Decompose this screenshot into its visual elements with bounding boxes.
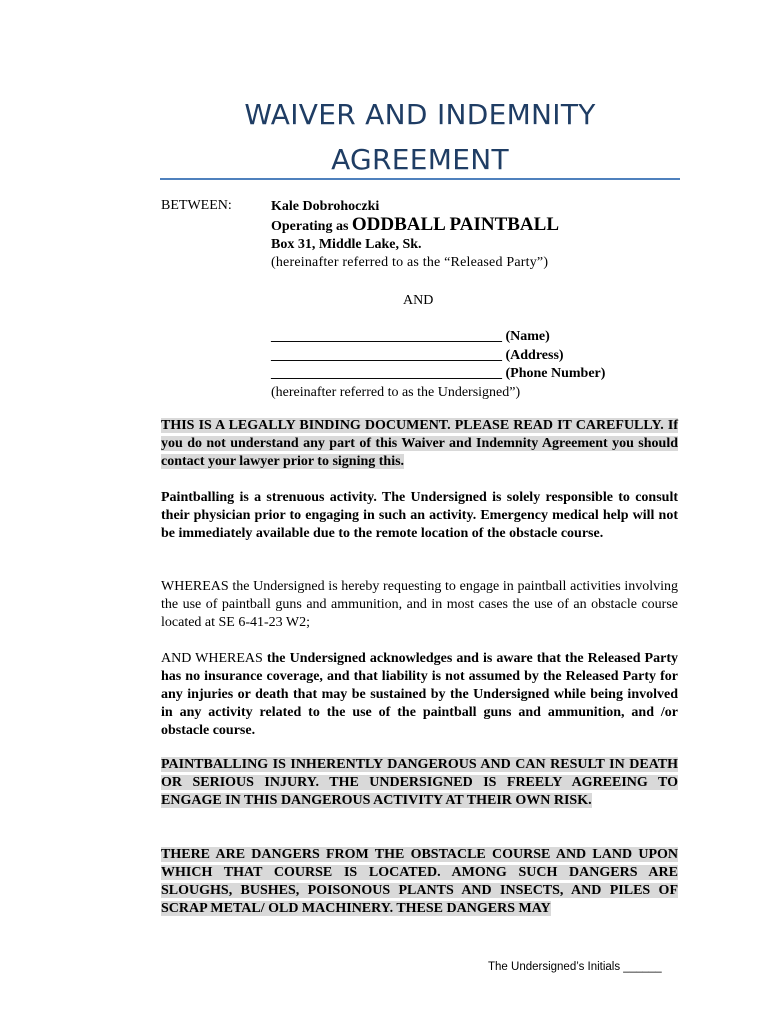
undersigned-address-field[interactable]: _________________________________ (Address) — [271, 347, 564, 363]
obstacle-dangers-paragraph — [161, 846, 678, 918]
undersigned-name-field[interactable]: _________________________________ (Name) — [271, 329, 550, 344]
released-party-referral: (hereinafter referred to as the “Released Party”) — [271, 255, 549, 270]
title-divider — [160, 178, 680, 180]
and-whereas-body: the Undersigned acknowledges and is aware that the Released Party has no insurance coverage, and that liability is not assumed by the Released Party for any injuries or death that may be sustained by the Undersigned while being involved in any activity related to the use of the paintball guns and ammunition, and /or obstacle course. — [161, 651, 678, 738]
business-name: ODDBALL PAINTBALL — [351, 214, 559, 235]
undersigned-referral: (hereinafter referred to as the Undersigned”) — [271, 384, 521, 400]
danger-warning-text: PAINTBALLING IS INHERENTLY DANGEROUS AND CAN RESULT IN DEATH OR SERIOUS INJURY. THE UNDERSIGNED IS FREELY AGREEING TO ENGAGE IN THIS DANGEROUS ACTIVITY AT THEIR OWN RISK. — [161, 757, 678, 808]
released-party-address: Box 31, Middle Lake, Sk. — [271, 237, 422, 252]
released-party-block — [271, 198, 691, 272]
title-line-2: AGREEMENT — [331, 143, 509, 176]
and-separator: AND — [403, 293, 434, 308]
document-title — [160, 92, 680, 182]
title-line-1: WAIVER AND INDEMNITY — [244, 98, 596, 131]
strenuous-activity-paragraph: Paintballing is a strenuous activity. The Undersigned is solely responsible to consult their physician prior to engaging in such an activity. Emergency medical help will not be immediately available due to the remote location of the obstacle course. — [161, 490, 678, 541]
operating-as-prefix: Operating as — [271, 219, 352, 234]
undersigned-block — [271, 328, 691, 402]
footer-initials: The Undersigned’s Initials ______ — [488, 961, 662, 973]
whereas-paragraph: WHEREAS the Undersigned is hereby requesting to engage in paintball activities involving the use of paintball guns and ammunition, and in most cases the use of an obstacle course located at SE 6-41-23 W2; — [161, 579, 678, 630]
danger-warning-paragraph — [161, 756, 678, 810]
and-whereas-prefix: AND WHEREAS — [161, 651, 267, 666]
and-whereas-paragraph — [161, 650, 678, 740]
between-label: BETWEEN: — [161, 198, 232, 213]
obstacle-dangers-text: THERE ARE DANGERS FROM THE OBSTACLE COURSE AND LAND UPON WHICH THAT COURSE IS LOCATED. AMONG SUCH DANGERS ARE SLOUGHS, BUSHES, POISONOUS PLANTS AND INSECTS, AND PILES OF SCRAP METAL/ OLD MACHINERY. THESE DANGERS MAY — [161, 847, 678, 916]
binding-notice-text: THIS IS A LEGALLY BINDING DOCUMENT. PLEASE READ IT CAREFULLY. If you do not understand any part of this Waiver and Indemnity Agreement you should contact your lawyer prior to signing this. — [161, 418, 678, 469]
operating-as-line — [271, 216, 691, 236]
binding-notice-paragraph — [161, 417, 678, 471]
undersigned-phone-field[interactable]: _________________________________ (Phone Number) — [271, 366, 606, 381]
released-party-name: Kale Dobrohoczki — [271, 199, 380, 214]
